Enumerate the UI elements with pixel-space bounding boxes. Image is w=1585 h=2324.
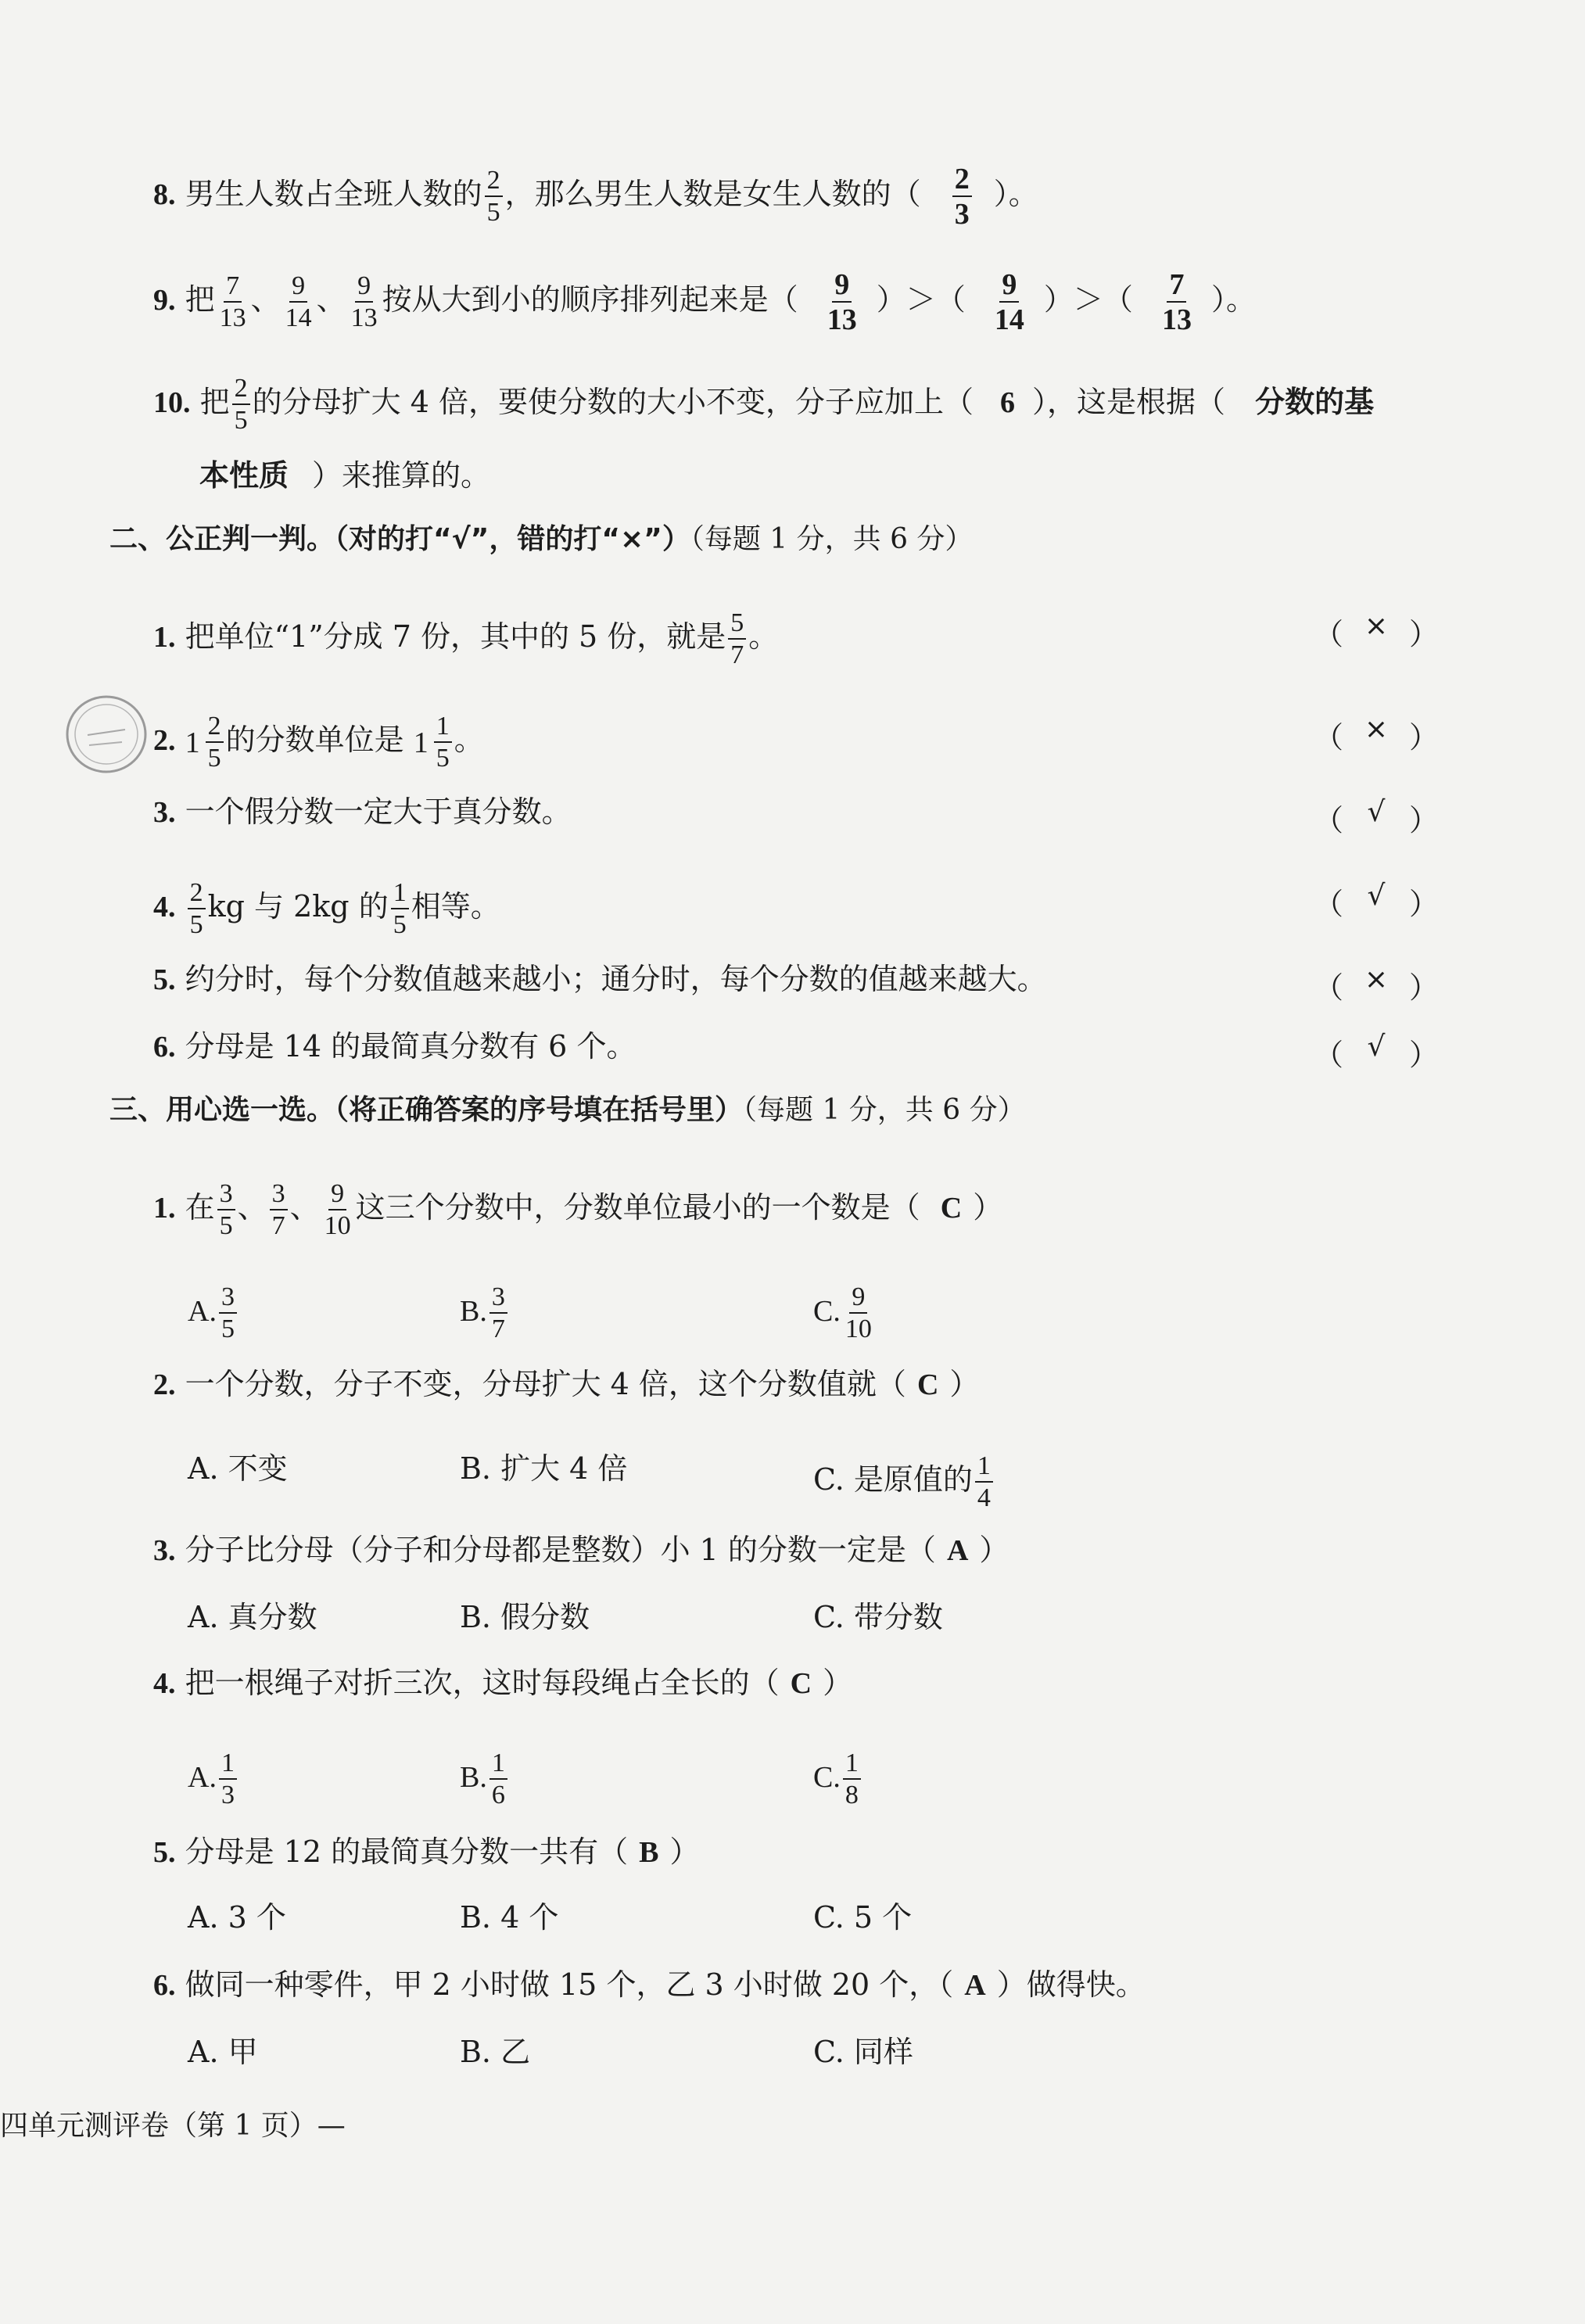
option-6c: C. 同样 — [813, 2035, 913, 2069]
choice-question-5: 5. 分母是 12 的最简真分数一共有（ B ） — [153, 1834, 700, 1869]
option-5b: B. 4 个 — [460, 1900, 559, 1935]
judge-item-3: 3. 一个假分数一定大于真分数。 — [153, 794, 572, 829]
option-5a: A. 3 个 — [188, 1900, 286, 1935]
option-2b: B. 扩大 4 倍 — [460, 1451, 628, 1486]
judge-mark-6: （ √ ） — [1314, 1031, 1439, 1072]
choice-question-4: 4. 把一根绳子对折三次，这时每段绳占全长的（ C ） — [153, 1666, 853, 1700]
option-6b: B. 乙 — [460, 2035, 531, 2069]
stamp-seal-icon — [64, 692, 149, 776]
option-1c: C. $\frac{9}{10}$ — [813, 1282, 872, 1343]
option-4c: C. $\frac{1}{8}$ — [813, 1750, 863, 1809]
section-3-title: 三、用心选一选。（将正确答案的序号填在括号里）（每题 1 分，共 6 分） — [109, 1094, 1026, 1126]
option-1b: B. $\frac{3}{7}$ — [460, 1284, 510, 1343]
answer-fraction: $\frac{2}{3}$ — [952, 164, 972, 229]
question-10: 10. 把 $\frac{2}{5}$ 的分母扩大 4 倍，要使分数的大小不变，分子应加上（ 6 ），这是根据（ 分数的基 — [153, 374, 1375, 435]
option-6a: A. 甲 — [188, 2035, 258, 2069]
judge-item-2: 2. 1 $\frac{2}{5}$ 的分数单位是 1 $\frac{1}{5}$ 。 — [153, 712, 484, 773]
option-3c: C. 带分数 — [813, 1600, 943, 1634]
judge-mark-5: （ × ） — [1314, 963, 1439, 1005]
question-10-continued: 本性质 ）来推算的。 — [199, 457, 491, 493]
judge-item-5: 5. 约分时，每个分数值越来越小；通分时，每个分数的值越来越大。 — [153, 962, 1047, 996]
option-2a: A. 不变 — [188, 1451, 288, 1486]
judge-mark-1: （ × ） — [1314, 610, 1439, 651]
section-2-title: 二、公正判一判。（对的打“√”，错的打“×”）（每题 1 分，共 6 分） — [109, 523, 974, 555]
option-4b: B. $\frac{1}{6}$ — [460, 1750, 510, 1809]
choice-question-6: 6. 做同一种零件，甲 2 小时做 15 个，乙 3 小时做 20 个，（ A ）做得快。 — [153, 1967, 1146, 2002]
option-5c: C. 5 个 — [813, 1900, 913, 1935]
judge-mark-4: （ √ ） — [1314, 880, 1439, 921]
option-2c: C. 是原值的 $\frac{1}{4}$ — [813, 1453, 995, 1512]
judge-item-6: 6. 分母是 14 的最简真分数有 6 个。 — [153, 1029, 637, 1063]
choice-question-1: 1. 在 $\frac{3}{5}$ 、 $\frac{3}{7}$ 、 $\frac{9}{10}$ 这三个分数中，分数单位最小的一个数是（ C ） — [153, 1179, 1003, 1240]
judge-item-4: 4. $\frac{2}{5}$ kg 与 2kg 的 $\frac{1}{5}$ 相等。 — [153, 878, 500, 939]
page-footer: 四单元测评卷（第 1 页）— — [0, 2110, 346, 2142]
option-4a: A. $\frac{1}{3}$ — [188, 1750, 239, 1809]
choice-question-2: 2. 一个分数，分子不变，分母扩大 4 倍，这个分数值就（ C ） — [153, 1367, 980, 1401]
question-8: 8. 男生人数占全班人数的 $\frac{2}{5}$ ，那么男生人数是女生人数的（ $\frac{2}{3}$ ）。 — [153, 163, 1038, 231]
option-1a: A. $\frac{3}{5}$ — [188, 1284, 239, 1343]
choice-question-3: 3. 分子比分母（分子和分母都是整数）小 1 的分数一定是（ A ） — [153, 1533, 1009, 1567]
option-3b: B. 假分数 — [460, 1600, 590, 1634]
question-9: 9. 把 $\frac{7}{13}$ 、 $\frac{9}{14}$ 、 $\frac{9}{13}$ 按从大到小的顺序排列起来是（ $\frac{9}{13}$ ）＞（ $\frac{9}{14}$ ）＞（ $\frac{7}{13}$ ）。 — [153, 268, 1256, 336]
judge-item-1: 1. 把单位“1”分成 7 份，其中的 5 份，就是 $\frac{5}{7}$ 。 — [153, 608, 779, 669]
judge-mark-2: （ × ） — [1314, 713, 1439, 755]
judge-mark-3: （ √ ） — [1314, 796, 1439, 837]
option-3a: A. 真分数 — [188, 1600, 317, 1634]
